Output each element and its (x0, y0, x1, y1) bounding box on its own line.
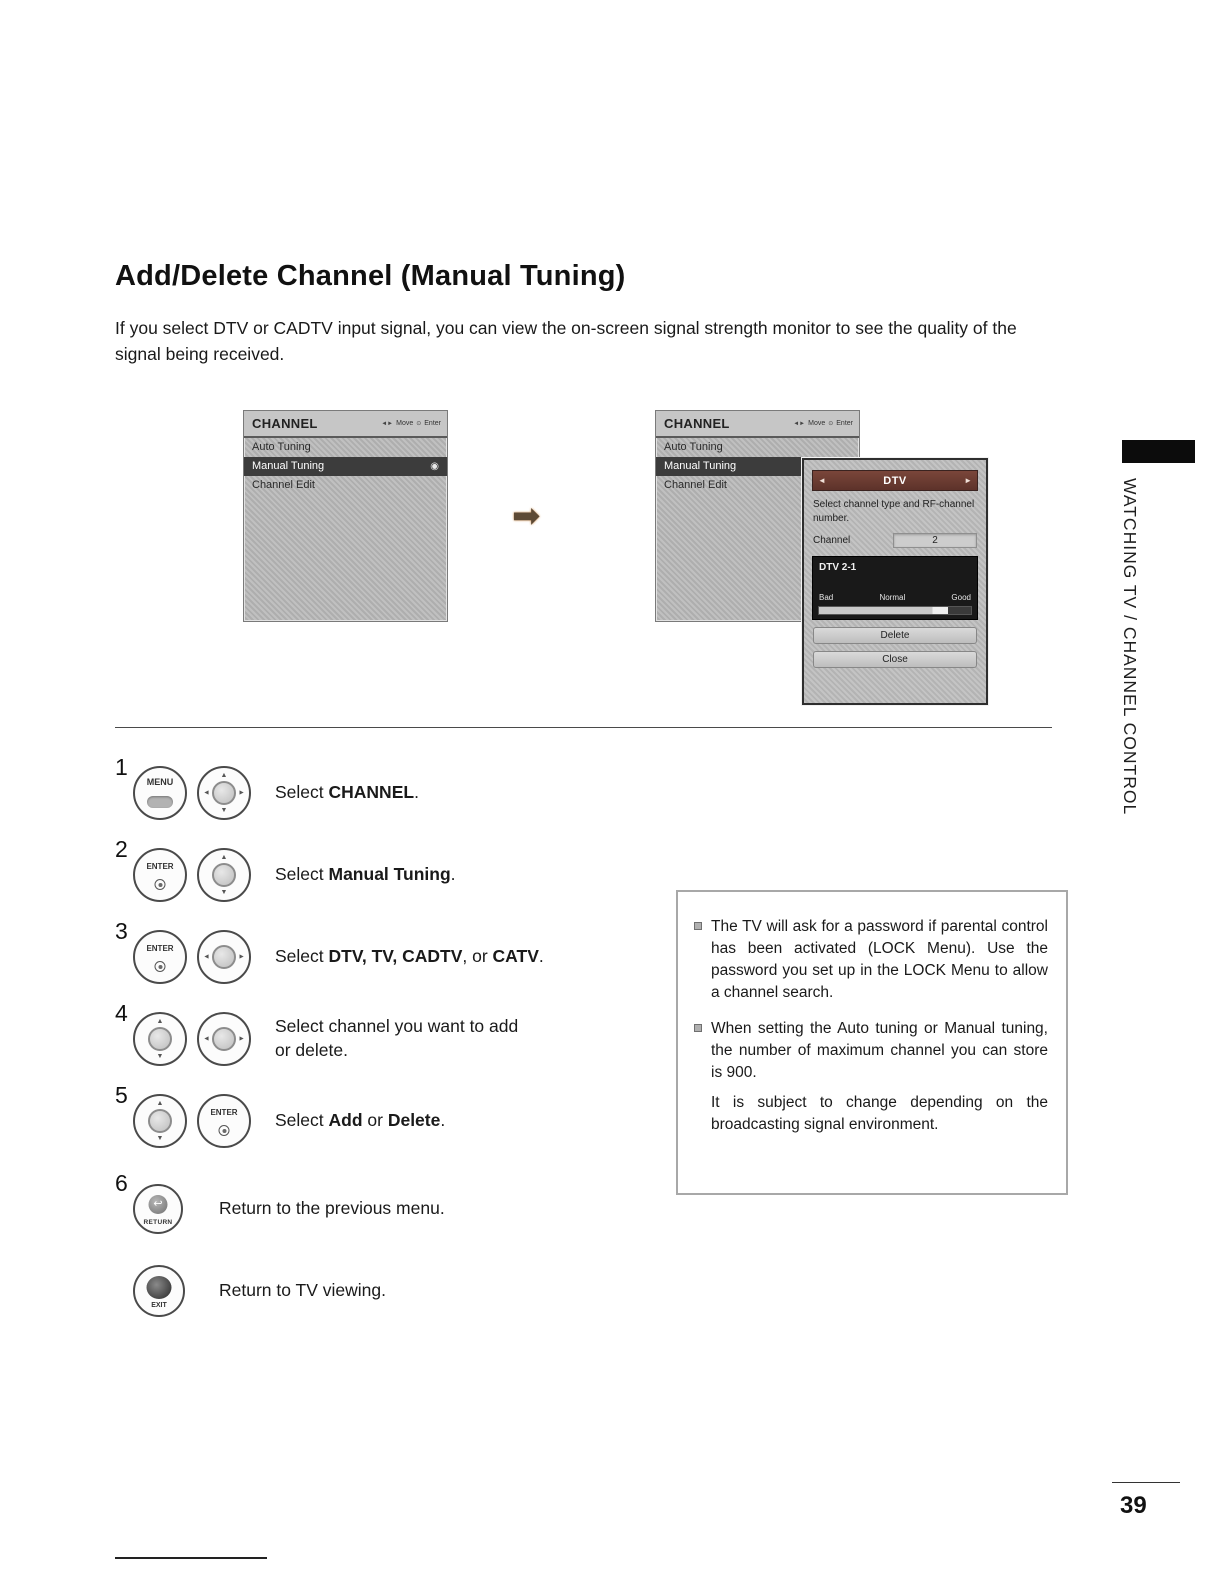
exit-button: EXIT (133, 1265, 185, 1317)
footer-line (115, 1557, 267, 1559)
bullet-icon (694, 922, 702, 930)
menu-item-auto-tuning: Auto Tuning (252, 441, 311, 453)
close-button: Close (813, 651, 977, 668)
screen-title: CHANNEL (664, 416, 730, 431)
page-title: Add/Delete Channel (Manual Tuning) (115, 260, 626, 292)
enter-button: ENTER (133, 848, 187, 902)
band-label: DTV (883, 474, 907, 487)
screen-hints (793, 420, 853, 427)
step-6 (115, 1172, 675, 1246)
step-2 (115, 838, 675, 912)
screen-header (656, 411, 859, 438)
note-text: The TV will ask for a password if parental control has been activated (LOCK Menu). Use the password you set up in the LOCK Menu to allow a channel search. (711, 918, 1048, 1001)
left-arrow-icon: ◄ (203, 953, 210, 961)
delete-button: Delete (813, 627, 977, 644)
scale-normal: Normal (879, 593, 906, 602)
channel-menu-screen-left (243, 410, 448, 622)
popup-description: Select channel type and RF-channel number. (813, 499, 975, 524)
left-arrow-icon: ◄ (203, 789, 210, 797)
step-number: 3 (115, 918, 128, 944)
menu-item-manual-tuning (244, 457, 447, 476)
section-divider (115, 727, 1052, 728)
note-item (694, 1018, 1048, 1136)
radio-icon: ◉ (430, 461, 439, 472)
return-button: ↩ RETURN (133, 1184, 183, 1234)
step-number: 2 (115, 836, 128, 862)
menu-item-channel-edit: Channel Edit (252, 479, 315, 491)
down-arrow-icon: ▼ (156, 1053, 164, 1060)
move-icon: ◄► (381, 420, 394, 427)
signal-scale (819, 593, 971, 602)
screen-header (244, 411, 447, 438)
right-arrow-icon: ► (238, 1035, 245, 1043)
move-hint-label: Move (396, 420, 414, 427)
left-arrow-icon: ◄ (818, 476, 826, 485)
manual-tuning-popup (802, 458, 988, 705)
step-text: Return to the previous menu. (219, 1198, 445, 1219)
right-arrow-icon: ► (238, 953, 245, 961)
note-text: When setting the Auto tuning or Manual tuning, the number of maximum channel you can store is 900. (711, 1020, 1048, 1081)
up-arrow-icon: ▲ (220, 854, 228, 861)
right-arrow-icon: ► (964, 476, 972, 485)
chapter-tab (1122, 440, 1195, 463)
intro-text: If you select DTV or CADTV input signal, you can view the on-screen signal strength monitor to see the quality of the signal being received. (115, 318, 1017, 364)
nav-pad (197, 848, 251, 902)
chapter-label: WATCHING TV / CHANNEL CONTROL (1120, 478, 1140, 816)
step-text: Return to TV viewing. (219, 1280, 386, 1301)
enter-icon: ⊙ (828, 421, 834, 427)
step-text: Select DTV, TV, CADTV, or CATV. (275, 946, 544, 967)
nav-pad (197, 766, 251, 820)
page-number-rule (1112, 1482, 1180, 1483)
up-arrow-icon: ▲ (156, 1018, 164, 1025)
enter-button: ENTER (133, 930, 187, 984)
down-arrow-icon: ▼ (156, 1135, 164, 1142)
up-arrow-icon: ▲ (220, 772, 228, 779)
step-1 (115, 756, 675, 830)
channel-value-field: 2 (893, 533, 977, 548)
enter-hint-label: Enter (424, 420, 441, 427)
step-text: Select Manual Tuning. (275, 864, 456, 885)
note-item (694, 916, 1048, 1004)
enter-hint-label: Enter (836, 420, 853, 427)
nav-pad (133, 1012, 187, 1066)
arrow-icon: ➡ (512, 497, 541, 535)
step-text: Select channel you want to add or delete. (275, 1016, 519, 1060)
return-icon: ↩ (149, 1195, 168, 1214)
right-arrow-icon: ► (238, 789, 245, 797)
exit-step (115, 1254, 675, 1328)
menu-item-label: Manual Tuning (252, 460, 325, 472)
scale-good: Good (951, 593, 971, 602)
signal-strength-monitor (812, 556, 978, 620)
band-selector (812, 470, 978, 491)
screen-title: CHANNEL (252, 416, 318, 431)
signal-bar-fill (819, 607, 948, 614)
screen-hints (381, 420, 441, 427)
menu-item-label: Manual Tuning (664, 460, 737, 472)
step-4 (115, 1002, 675, 1076)
signal-bar (818, 606, 972, 615)
program-label: DTV 2-1 (819, 562, 857, 573)
enter-icon: ⊙ (416, 421, 422, 427)
step-3 (115, 920, 675, 994)
nav-pad (133, 1094, 187, 1148)
down-arrow-icon: ▼ (220, 807, 228, 814)
instruction-steps (115, 756, 675, 1336)
step-number: 6 (115, 1170, 128, 1196)
step-number: 4 (115, 1000, 128, 1026)
step-5 (115, 1084, 675, 1158)
menu-item-channel-edit: Channel Edit (664, 479, 727, 491)
bullet-icon (694, 1024, 702, 1032)
channel-label: Channel (813, 535, 851, 546)
move-icon: ◄► (793, 420, 806, 427)
step-number: 5 (115, 1082, 128, 1108)
step-text: Select CHANNEL. (275, 782, 419, 803)
scale-bad: Bad (819, 593, 834, 602)
down-arrow-icon: ▼ (220, 889, 228, 896)
note-text: It is subject to change depending on the broadcasting signal environment. (711, 1094, 1048, 1133)
step-number: 1 (115, 754, 128, 780)
move-hint-label: Move (808, 420, 826, 427)
up-arrow-icon: ▲ (156, 1100, 164, 1107)
nav-pad (197, 1012, 251, 1066)
note-box (676, 890, 1068, 1195)
page-number: 39 (1120, 1492, 1147, 1519)
left-arrow-icon: ◄ (203, 1035, 210, 1043)
enter-button: ENTER (197, 1094, 251, 1148)
exit-key-icon (147, 1276, 172, 1299)
menu-button: MENU (133, 766, 187, 820)
nav-pad (197, 930, 251, 984)
menu-item-auto-tuning: Auto Tuning (664, 441, 723, 453)
step-text: Select Add or Delete. (275, 1110, 446, 1131)
